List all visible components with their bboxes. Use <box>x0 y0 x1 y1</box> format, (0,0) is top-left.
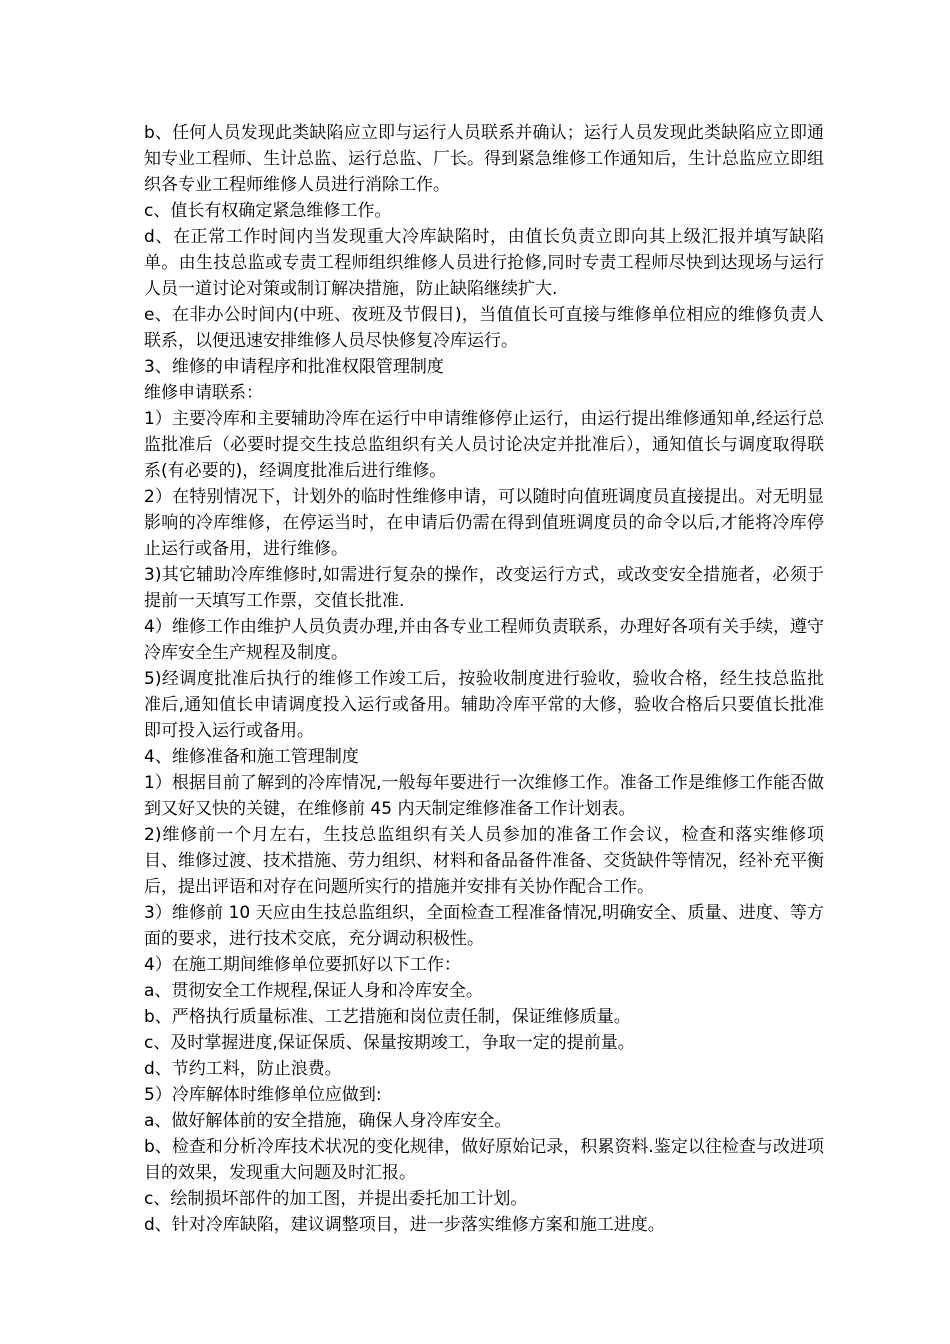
list-item: c、绘制损坏部件的加工图，并提出委托加工计划。 <box>144 1189 528 1209</box>
paragraph: b、任何人员发现此类缺陷应立即与运行人员联系并确认；运行人员发现此类缺陷应立即通知专业工程师、生计总监、运行总监、厂长。得到紧急维修工作通知后，生计总监应立即组织各专业工程师维修人员进行消除工作。 <box>144 123 824 195</box>
list-item: b、检查和分析冷库技术状况的变化规律，做好原始记录，积累资料.鉴定以往检查与改进项目的效果，发现重大问题及时汇报。 <box>144 1137 824 1183</box>
paragraph: e、在非办公时间内(中班、夜班及节假日)，当值值长可直接与维修单位相应的维修负责人联系，以便迅速安排维修人员尽快修复冷库运行。 <box>144 305 824 351</box>
paragraph: 4）在施工期间维修单位要抓好以下工作： <box>144 955 461 975</box>
paragraph: 1）主要冷库和主要辅助冷库在运行中申请维修停止运行，由运行提出维修通知单,经运行总监批准后（必要时提交生技总监组织有关人员讨论决定并批准后），通知值长与调度取得联系(有必要的)，经调度批准后进行维修。 <box>144 409 824 481</box>
paragraph: 1）根据目前了解到的冷库情况,一般每年要进行一次维修工作。准备工作是维修工作能否做到又好又快的关键，在维修前 45 内天制定维修准备工作计划表。 <box>144 773 824 819</box>
document-body <box>144 120 824 1238</box>
paragraph: 4）维修工作由维护人员负责办理,并由各专业工程师负责联系，办理好各项有关手续，遵守冷库安全生产规程及制度。 <box>144 617 824 663</box>
list-item: a、贯彻安全工作规程,保证人身和冷库安全。 <box>144 981 483 1001</box>
paragraph: 维修申请联系： <box>144 383 263 403</box>
paragraph: 3）维修前 10 天应由生技总监组织，全面检查工程准备情况,明确安全、质量、进度、等方面的要求，进行技术交底，充分调动积极性。 <box>144 903 824 949</box>
paragraph: 2）在特别情况下，计划外的临时性维修申请，可以随时向值班调度员直接提出。对无明显影响的冷库维修，在停运当时，在申请后仍需在得到值班调度员的命令以后,才能将冷库停止运行或备用，进行维修。 <box>144 487 824 559</box>
paragraph: 3)其它辅助冷库维修时,如需进行复杂的操作，改变运行方式，或改变安全措施者，必须于提前一天填写工作票，交值长批准. <box>144 565 824 611</box>
list-item: c、及时掌握进度,保证保质、保量按期竣工，争取一定的提前量。 <box>144 1033 635 1053</box>
paragraph: 2)维修前一个月左右，生技总监组织有关人员参加的准备工作会议，检查和落实维修项目、维修过渡、技术措施、劳力组织、材料和备品备件准备、交货缺件等情况，经补充平衡后，提出评语和对存在问题所实行的措施并安排有关协作配合工作。 <box>144 825 824 897</box>
list-item: d、针对冷库缺陷，建议调整项目，进一步落实维修方案和施工进度。 <box>144 1215 665 1235</box>
list-item: b、严格执行质量标准、工艺措施和岗位责任制，保证维修质量。 <box>144 1007 631 1027</box>
list-item: a、做好解体前的安全措施，确保人身冷库安全。 <box>144 1111 512 1131</box>
list-item: d、节约工料，防止浪费。 <box>144 1059 342 1079</box>
paragraph: d、在正常工作时间内当发现重大冷库缺陷时，由值长负责立即向其上级汇报并填写缺陷单。由生技总监或专责工程师组织维修人员进行抢修,同时专责工程师尽快到达现场与运行人员一道讨论对策或制订解决措施，防止缺陷继续扩大. <box>144 227 824 299</box>
paragraph: c、值长有权确定紧急维修工作。 <box>144 201 392 221</box>
section-heading: 4、维修准备和施工管理制度 <box>144 747 359 767</box>
paragraph: 5)经调度批准后执行的维修工作竣工后，按验收制度进行验收，验收合格，经生技总监批准后,通知值长申请调度投入运行或备用。辅助冷库平常的大修，验收合格后只要值长批准即可投入运行或备用。 <box>144 669 824 741</box>
paragraph: 5）冷库解体时维修单位应做到: <box>144 1085 382 1105</box>
section-heading: 3、维修的申请程序和批准权限管理制度 <box>144 357 444 377</box>
